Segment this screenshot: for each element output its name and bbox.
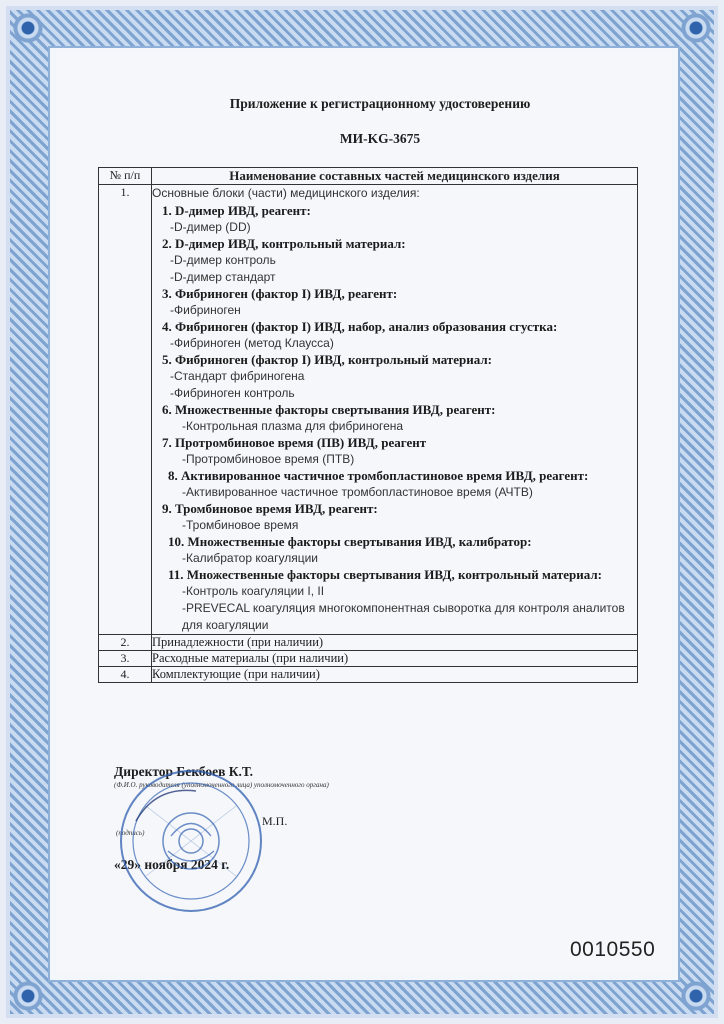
row-intro: Основные блоки (части) медицинского изделия: bbox=[152, 186, 420, 200]
component-group-title: 9. Тромбиновое время ИВД, реагент: bbox=[162, 501, 378, 516]
component-group-title: 1. D-димер ИВД, реагент: bbox=[162, 203, 311, 218]
signer-caption: (Ф.И.О. руководителя (уполномоченного лица) уполномоченного органа) bbox=[114, 781, 329, 789]
column-header-name: Наименование составных частей медицинского изделия bbox=[152, 168, 638, 185]
row-number: 2. bbox=[99, 635, 152, 651]
seal-label: М.П. bbox=[262, 814, 288, 828]
component-group-title: 3. Фибриноген (фактор I) ИВД, реагент: bbox=[162, 286, 398, 301]
component-group-title: 10. Множественные факторы свертывания ИВД, калибратор: bbox=[168, 534, 532, 549]
component-group-title: 8. Активированное частичное тромбопластиновое время ИВД, реагент: bbox=[168, 468, 589, 483]
component-group-title: 11. Множественные факторы свертывания ИВД, контрольный материал: bbox=[168, 567, 603, 582]
official-stamp-image bbox=[116, 766, 266, 916]
corner-ornament bbox=[676, 8, 716, 48]
component-group-title: 7. Протромбиновое время (ПВ) ИВД, реагент bbox=[162, 435, 427, 450]
corner-ornament bbox=[8, 976, 48, 1016]
component-item: -PREVECAL коагуляция многокомпонентная сыворотка для контроля аналитов для коагуляции bbox=[182, 601, 625, 632]
component-item: -D-димер контроль bbox=[170, 253, 276, 267]
components-table bbox=[98, 167, 638, 683]
document-title: Приложение к регистрационному удостоверению bbox=[229, 96, 531, 111]
component-item: -Фибриноген контроль bbox=[170, 386, 295, 400]
signer-name: Директор Бекбоев К.Т. bbox=[114, 764, 253, 779]
serial-number: 0010550 bbox=[570, 938, 656, 961]
table-row bbox=[99, 185, 638, 635]
row-text: Принадлежности (при наличии) bbox=[152, 635, 638, 651]
row-content bbox=[152, 185, 638, 635]
table-row bbox=[99, 651, 638, 667]
component-item: -D-димер стандарт bbox=[170, 270, 276, 284]
component-item: -Фибриноген (метод Клаусса) bbox=[170, 336, 334, 350]
component-group-title: 2. D-димер ИВД, контрольный материал: bbox=[162, 236, 406, 251]
component-group-title: 6. Множественные факторы свертывания ИВД, реагент: bbox=[162, 402, 496, 417]
registration-number: МИ-KG-3675 bbox=[339, 131, 421, 146]
column-header-number: № п/п bbox=[99, 168, 152, 185]
table-header-row bbox=[99, 168, 638, 185]
issue-date: «29» ноября 2024 г. bbox=[114, 857, 230, 872]
component-item: -Фибриноген bbox=[170, 303, 241, 317]
corner-ornament bbox=[8, 8, 48, 48]
component-item: -Калибратор коагуляции bbox=[182, 551, 318, 565]
row-text: Расходные материалы (при наличии) bbox=[152, 651, 638, 667]
row-number: 1. bbox=[99, 185, 152, 635]
component-item: -Активированное частичное тромбопластиновое время (АЧТВ) bbox=[182, 485, 533, 499]
component-group-title: 5. Фибриноген (фактор I) ИВД, контрольный материал: bbox=[162, 352, 492, 367]
signature-caption: (подпись) bbox=[116, 829, 145, 837]
component-item: -D-димер (DD) bbox=[170, 220, 251, 234]
row-text: Комплектующие (при наличии) bbox=[152, 667, 638, 683]
row-number: 4. bbox=[99, 667, 152, 683]
table-row bbox=[99, 667, 638, 683]
component-item: -Контрольная плазма для фибриногена bbox=[182, 419, 404, 433]
component-item: -Тромбиновое время bbox=[182, 518, 299, 532]
component-group-title: 4. Фибриноген (фактор I) ИВД, набор, анализ образования сгустка: bbox=[162, 319, 558, 334]
component-item: -Протромбиновое время (ПТВ) bbox=[182, 452, 355, 466]
component-groups bbox=[152, 203, 637, 634]
row-number: 3. bbox=[99, 651, 152, 667]
table-row bbox=[99, 635, 638, 651]
corner-ornament bbox=[676, 976, 716, 1016]
component-item: -Контроль коагуляции I, II bbox=[182, 584, 325, 598]
component-item: -Стандарт фибриногена bbox=[170, 369, 305, 383]
